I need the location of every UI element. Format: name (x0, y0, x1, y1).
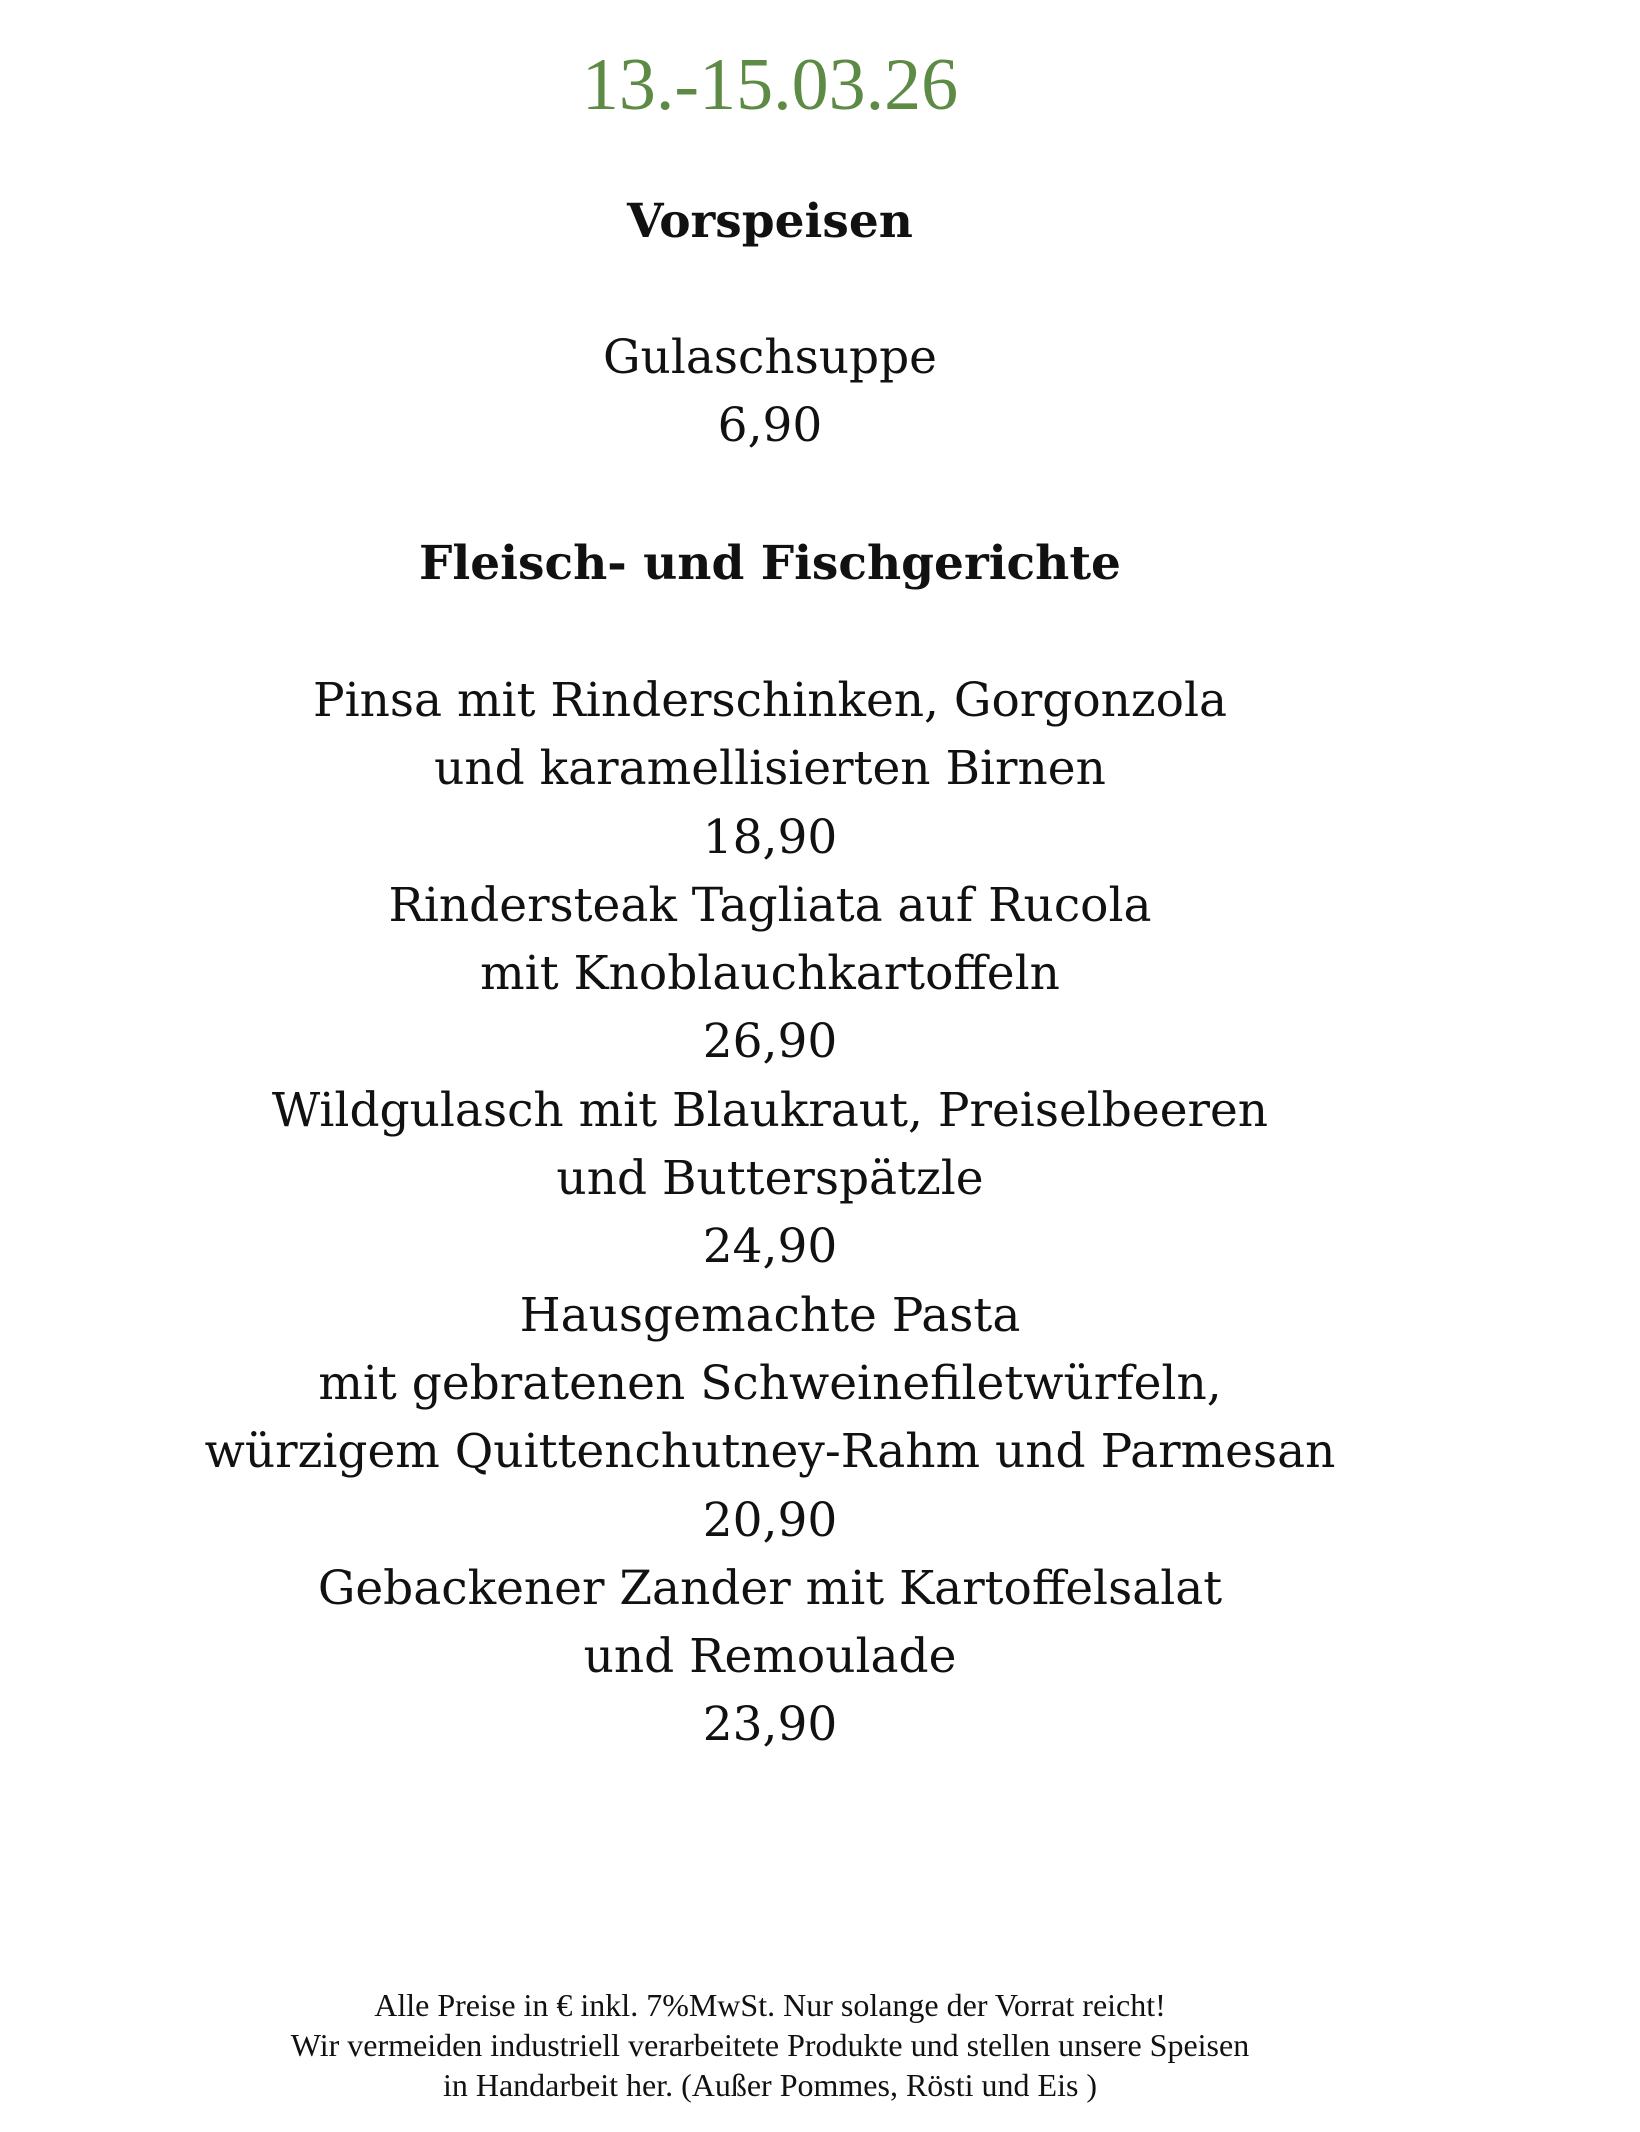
dish-name: mit gebratenen Schweinefiletwürfeln, (318, 1355, 1222, 1411)
dish-name: würzigem Quittenchutney-Rahm und Parmesan (204, 1424, 1336, 1480)
dish-name: Gebackener Zander mit Kartoffelsalat (317, 1560, 1223, 1616)
dish-name: und Butterspätzle (556, 1151, 984, 1207)
footer-line: Wir vermeiden industriell verarbeitete Produkte und stellen unsere Speisen (290, 2027, 1250, 2063)
menu-item (0, 872, 1540, 1077)
section-title-vorspeisen: Vorspeisen (627, 194, 913, 249)
dish-name: mit Knoblauchkartoffeln (480, 946, 1060, 1002)
section-title-fleisch-fisch: Fleisch- und Fischgerichte (419, 536, 1121, 591)
dish-name: Pinsa mit Rinderschinken, Gorgonzola (312, 673, 1228, 728)
footer-note (0, 1985, 1540, 2105)
dish-name: und karamellisierten Birnen (434, 741, 1106, 797)
vorspeisen-list (0, 324, 1540, 461)
menu-item (0, 324, 1540, 461)
dish-name: Wildgulasch mit Blaukraut, Preiselbeeren (271, 1082, 1269, 1138)
menu-item (0, 1282, 1540, 1555)
menu-item (0, 1077, 1540, 1282)
dish-price: 6,90 (717, 398, 823, 454)
menu-date: 13.-15.03.26 (581, 44, 959, 126)
dish-price: 26,90 (702, 1014, 838, 1070)
dish-name: Rindersteak Tagliata auf Rucola (388, 877, 1152, 933)
dish-price: 18,90 (702, 809, 838, 865)
fleisch-fisch-list (0, 667, 1540, 1760)
dish-name: Hausgemachte Pasta (519, 1287, 1021, 1343)
dish-price: 20,90 (702, 1492, 838, 1548)
menu-item (0, 667, 1540, 872)
dish-name: Gulaschsuppe (603, 330, 937, 385)
dish-name: und Remoulade (583, 1629, 957, 1685)
footer-line: Alle Preise in € inkl. 7%MwSt. Nur solange der Vorrat reicht! (374, 1987, 1166, 2023)
dish-price: 23,90 (702, 1697, 838, 1753)
dish-price: 24,90 (702, 1219, 838, 1275)
menu-item (0, 1555, 1540, 1760)
footer-line: in Handarbeit her. (Außer Pommes, Rösti und Eis ) (442, 2067, 1098, 2103)
